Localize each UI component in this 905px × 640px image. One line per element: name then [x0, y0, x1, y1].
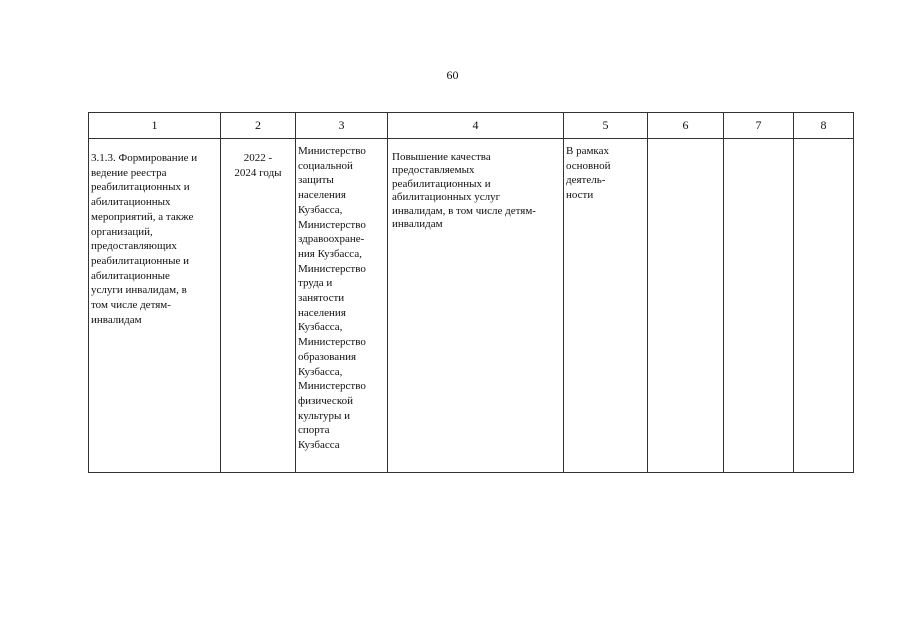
column-6-cell: [648, 139, 724, 473]
measure-name: 3.1.3. Формирование и ведение реестра реабилитационных и абилитационных мероприятий, а также организаций, предоставляющих реабилитационные и абилитационные услуги инвалидам, в том числе детям- инвалидам: [91, 152, 198, 326]
column-8-cell: [794, 139, 854, 473]
column-header-7: 7: [724, 113, 794, 139]
funding-source-cell: [564, 139, 648, 473]
column-header-3: 3: [296, 113, 388, 139]
period: 2022 - 2024 годы: [234, 152, 282, 179]
measures-table: [88, 112, 854, 473]
column-header-5: 5: [564, 113, 648, 139]
column-header-2: 2: [221, 113, 296, 139]
column-header-4: 4: [388, 113, 564, 139]
column-7-cell: [724, 139, 794, 473]
table-header-row: [89, 113, 854, 139]
executors: Министерство социальной защиты населения Кузбасса, Министерство здравоохране- ния Кузбасса, Министерство труда и занятости населения Кузбасса, Министерство образования Кузбасса, Министерство физической культуры и спорта Кузбасса: [298, 145, 366, 452]
column-header-8: 8: [794, 113, 854, 139]
column-header-6: 6: [648, 113, 724, 139]
funding-source: В рамках основной деятель- ности: [566, 145, 611, 202]
table-row: [89, 139, 854, 473]
period-cell: [221, 139, 296, 473]
column-header-1: 1: [89, 113, 221, 139]
expected-result-cell: [388, 139, 564, 473]
expected-result: Повышение качества предоставляемых реабилитационных и абилитационных услуг инвалидам, в том числе детям- инвалидам: [392, 151, 536, 231]
page-number: 60: [446, 68, 459, 82]
executors-cell: [296, 139, 388, 473]
measure-name-cell: [89, 139, 221, 473]
